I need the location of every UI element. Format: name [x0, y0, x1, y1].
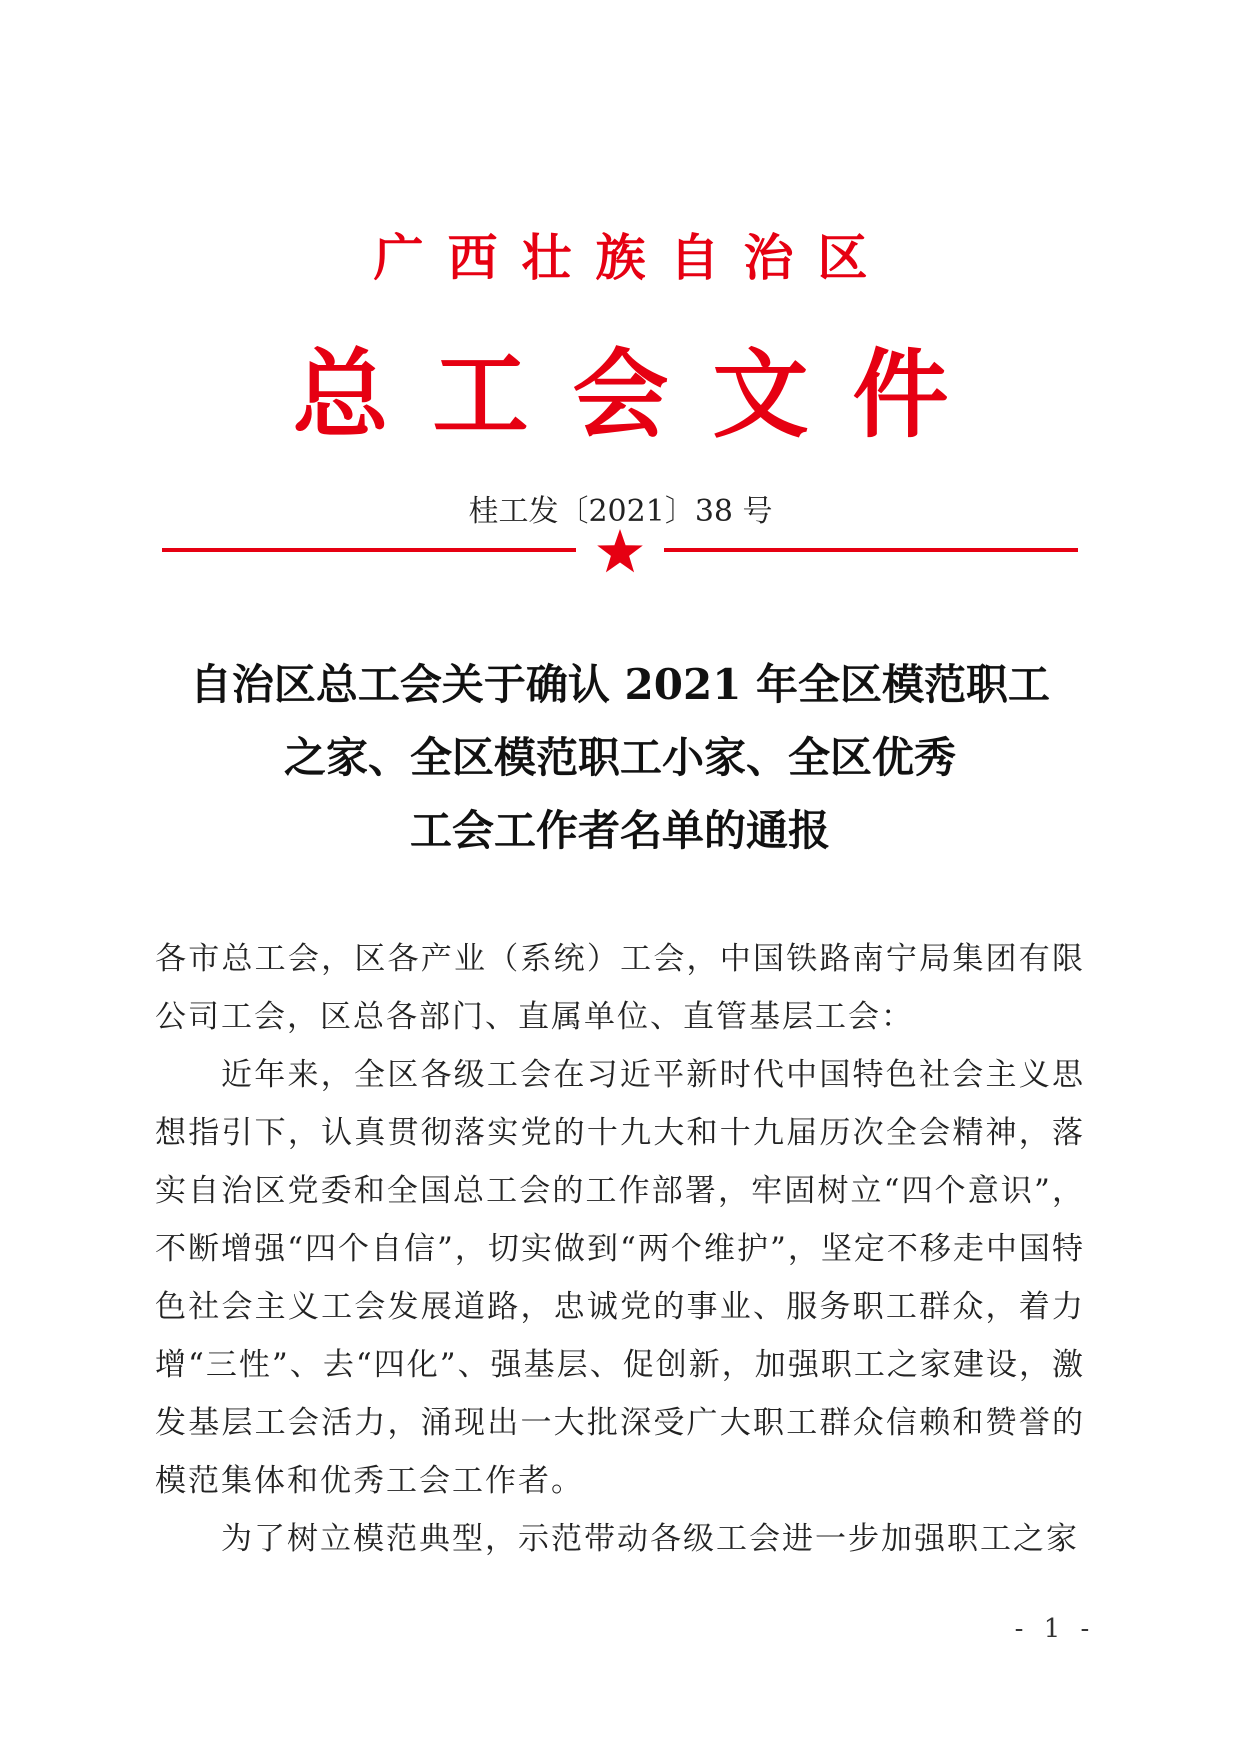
notice-title	[120, 648, 1120, 867]
title-line-2: 之家、全区模范职工小家、全区优秀	[283, 733, 956, 782]
document-number: 桂工发〔2021〕38 号	[468, 494, 773, 529]
document-type-heading: 总工会文件	[292, 338, 993, 451]
star-icon	[596, 528, 644, 574]
title-line-1: 自治区总工会关于确认 2021 年全区模范职工	[189, 660, 1051, 709]
addressee: 各市总工会，区各产业（系统）工会，中国铁路南宁局集团有限公司工会，区总各部门、直属单位、直管基层工会：	[155, 941, 1085, 1035]
page-number: - 1 -	[1014, 1614, 1096, 1644]
body-paragraph-1: 近年来，全区各级工会在习近平新时代中国特色社会主义思想指引下，认真贯彻落实党的十九大和十九届历次全会精神，落实自治区党委和全国总工会的工作部署，牢固树立“四个意识”，不断增强“四个自信”，切实做到“两个维护”，坚定不移走中国特色社会主义工会发展道路，忠诚党的事业、服务职工群众，着力增“三性”、去“四化”、强基层、促创新，加强职工之家建设，激发基层工会活力，涌现出一大批深受广大职工群众信赖和赞誉的模范集体和优秀工会工作者。	[155, 1057, 1085, 1499]
red-divider-right	[664, 548, 1078, 552]
title-line-3: 工会工作者名单的通报	[409, 806, 830, 855]
document-body	[155, 930, 1085, 1568]
body-paragraph-2: 为了树立模范典型，示范带动各级工会进一步加强职工之家	[221, 1521, 1079, 1557]
red-divider-left	[162, 548, 576, 552]
issuing-organization: 广西壮族自治区	[373, 228, 892, 287]
